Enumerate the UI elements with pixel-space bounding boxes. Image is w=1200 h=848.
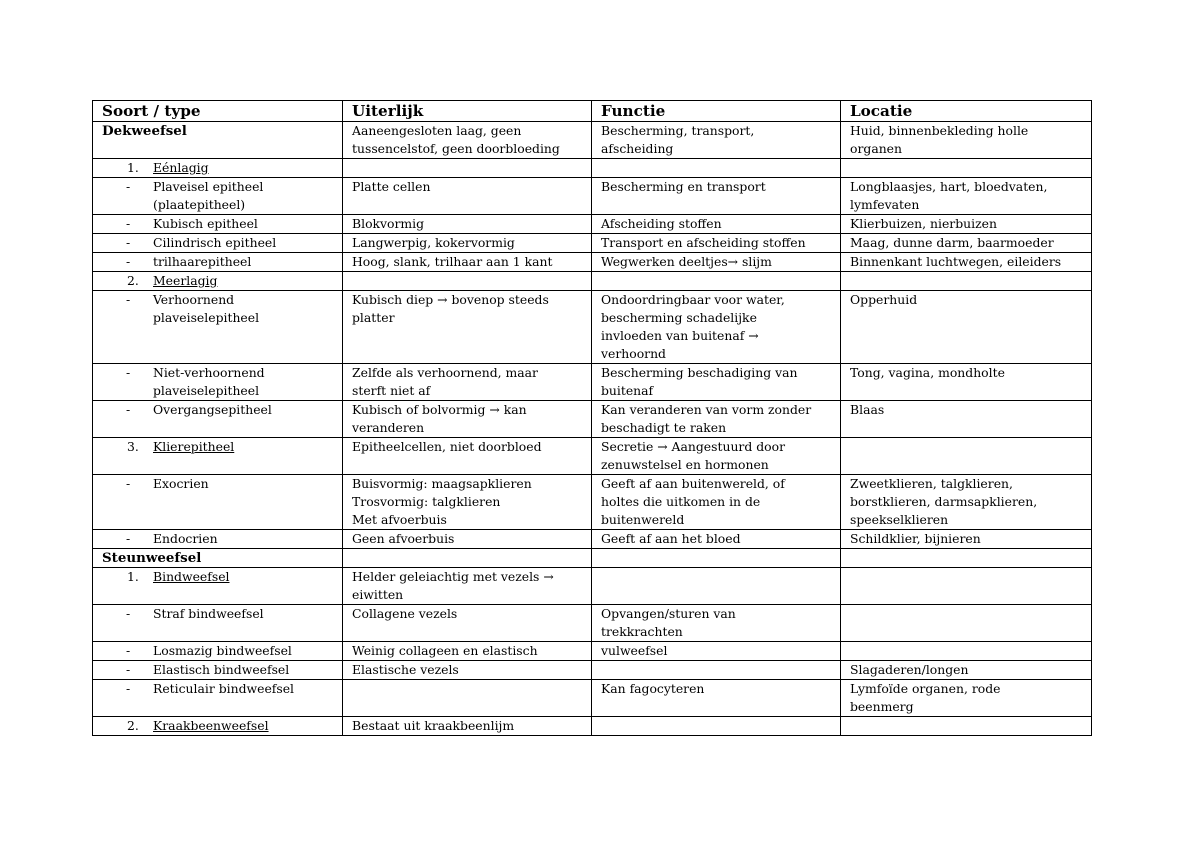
list-item [102, 234, 336, 252]
type-cell [93, 680, 343, 717]
bullet-dash: - [126, 179, 131, 194]
type-cell [93, 661, 343, 680]
bullet-dash: - [126, 643, 131, 658]
type-cell [93, 364, 343, 401]
type-cell [93, 401, 343, 438]
locatie-cell [841, 568, 1092, 605]
locatie-cell: Huid, binnenbekleding holle organen [841, 122, 1092, 159]
uiterlijk-cell [343, 680, 592, 717]
locatie-cell: Blaas [841, 401, 1092, 438]
list-item [102, 159, 336, 177]
uiterlijk-cell: Bestaat uit kraakbeenlijm [343, 717, 592, 736]
locatie-cell: Maag, dunne darm, baarmoeder [841, 234, 1092, 253]
functie-cell [592, 272, 841, 291]
type-cell [93, 642, 343, 661]
list-number: 2. [127, 718, 139, 733]
uiterlijk-cell: Kubisch diep → bovenop steeds platter [343, 291, 592, 364]
section-heading: Dekweefsel [102, 123, 187, 139]
type-cell [93, 549, 343, 568]
type-cell [93, 568, 343, 605]
table-row [93, 530, 1092, 549]
functie-cell: Ondoordringbaar voor water, bescherming schadelijke invloeden van buitenaf → verhoornd [592, 291, 841, 364]
functie-cell: Secretie → Aangestuurd door zenuwstelsel en hormonen [592, 438, 841, 475]
locatie-cell: Longblaasjes, hart, bloedvaten, lymfevaten [841, 178, 1092, 215]
bullet-dash: - [126, 235, 131, 250]
bullet-dash: - [126, 606, 131, 621]
type-cell [93, 234, 343, 253]
uiterlijk-cell: Kubisch of bolvormig → kan veranderen [343, 401, 592, 438]
functie-cell: Kan fagocyteren [592, 680, 841, 717]
uiterlijk-cell: Elastische vezels [343, 661, 592, 680]
list-item [102, 661, 336, 679]
list-item [102, 291, 336, 327]
locatie-cell: Lymfoïde organen, rode beenmerg [841, 680, 1092, 717]
uiterlijk-cell: Zelfde als verhoornend, maar sterft niet af [343, 364, 592, 401]
table-row [93, 661, 1092, 680]
functie-cell [592, 549, 841, 568]
type-label: Verhoornend plaveiselepitheel [153, 292, 260, 325]
bullet-dash: - [126, 292, 131, 307]
type-cell [93, 605, 343, 642]
list-item [102, 438, 336, 456]
document-page [92, 100, 1091, 736]
list-item [102, 401, 336, 419]
table-row [93, 605, 1092, 642]
section-heading: Steunweefsel [102, 550, 202, 566]
header-locatie: Locatie [841, 101, 1092, 122]
table-body [93, 122, 1092, 736]
type-label: Reticulair bindweefsel [153, 681, 295, 696]
table-row [93, 568, 1092, 605]
list-item [102, 605, 336, 623]
header-row [93, 101, 1092, 122]
type-label: Kubisch epitheel [153, 216, 258, 231]
table-row [93, 291, 1092, 364]
locatie-cell [841, 549, 1092, 568]
functie-cell: Transport en afscheiding stoffen [592, 234, 841, 253]
type-cell [93, 159, 343, 178]
table-row [93, 549, 1092, 568]
bullet-dash: - [126, 216, 131, 231]
locatie-cell: Zweetklieren, talgklieren, borstklieren, darmsapklieren, speekselklieren [841, 475, 1092, 530]
locatie-cell: Binnenkant luchtwegen, eileiders [841, 253, 1092, 272]
functie-cell [592, 568, 841, 605]
type-cell [93, 272, 343, 291]
functie-cell: Bescherming beschadiging van buitenaf [592, 364, 841, 401]
locatie-cell: Opperhuid [841, 291, 1092, 364]
type-label: Eénlagig [153, 160, 209, 175]
type-cell [93, 215, 343, 234]
type-label: Straf bindweefsel [153, 606, 264, 621]
functie-cell [592, 159, 841, 178]
type-label: Plaveisel epitheel (plaatepitheel) [153, 179, 264, 212]
type-label: Bindweefsel [153, 569, 230, 584]
list-number: 1. [127, 569, 139, 584]
type-cell [93, 253, 343, 272]
uiterlijk-cell: Collagene vezels [343, 605, 592, 642]
locatie-cell [841, 438, 1092, 475]
bullet-dash: - [126, 254, 131, 269]
type-label: Exocrien [153, 476, 209, 491]
functie-cell: Opvangen/sturen van trekkrachten [592, 605, 841, 642]
type-cell [93, 475, 343, 530]
locatie-cell [841, 717, 1092, 736]
list-item [102, 178, 336, 214]
uiterlijk-cell: Aaneengesloten laag, geen tussencelstof, geen doorbloeding [343, 122, 592, 159]
functie-cell: Geeft af aan het bloed [592, 530, 841, 549]
header-functie: Functie [592, 101, 841, 122]
bullet-dash: - [126, 662, 131, 677]
type-label: Meerlagig [153, 273, 218, 288]
list-item [102, 253, 336, 271]
table-row [93, 272, 1092, 291]
bullet-dash: - [126, 402, 131, 417]
functie-cell: Wegwerken deeltjes→ slijm [592, 253, 841, 272]
functie-cell: Geeft af aan buitenwereld, of holtes die uitkomen in de buitenwereld [592, 475, 841, 530]
type-cell [93, 122, 343, 159]
list-item [102, 530, 336, 548]
uiterlijk-cell: Epitheelcellen, niet doorbloed [343, 438, 592, 475]
uiterlijk-cell: Langwerpig, kokervormig [343, 234, 592, 253]
locatie-cell [841, 605, 1092, 642]
locatie-cell [841, 642, 1092, 661]
type-label: Elastisch bindweefsel [153, 662, 290, 677]
locatie-cell: Tong, vagina, mondholte [841, 364, 1092, 401]
list-item [102, 215, 336, 233]
type-label: Losmazig bindweefsel [153, 643, 292, 658]
functie-cell: vulweefsel [592, 642, 841, 661]
functie-cell [592, 661, 841, 680]
uiterlijk-cell: Helder geleiachtig met vezels → eiwitten [343, 568, 592, 605]
functie-cell [592, 717, 841, 736]
table-row [93, 642, 1092, 661]
list-item [102, 272, 336, 290]
type-cell [93, 438, 343, 475]
type-cell [93, 717, 343, 736]
uiterlijk-cell: Geen afvoerbuis [343, 530, 592, 549]
functie-cell: Afscheiding stoffen [592, 215, 841, 234]
list-number: 2. [127, 273, 139, 288]
bullet-dash: - [126, 681, 131, 696]
type-label: Overgangsepitheel [153, 402, 272, 417]
list-item [102, 717, 336, 735]
type-label: Cilindrisch epitheel [153, 235, 277, 250]
list-item [102, 568, 336, 586]
type-label: Klierepitheel [153, 439, 235, 454]
table-row [93, 253, 1092, 272]
table-row [93, 159, 1092, 178]
type-cell [93, 530, 343, 549]
table-header [93, 101, 1092, 122]
uiterlijk-cell [343, 159, 592, 178]
table-row [93, 234, 1092, 253]
list-number: 1. [127, 160, 139, 175]
uiterlijk-cell [343, 549, 592, 568]
table-row [93, 178, 1092, 215]
locatie-cell [841, 272, 1092, 291]
bullet-dash: - [126, 531, 131, 546]
locatie-cell: Schildklier, bijnieren [841, 530, 1092, 549]
type-cell [93, 178, 343, 215]
list-number: 3. [127, 439, 139, 454]
header-uiterlijk: Uiterlijk [343, 101, 592, 122]
type-cell [93, 291, 343, 364]
table-row [93, 215, 1092, 234]
table-row [93, 401, 1092, 438]
type-label: Kraakbeenweefsel [153, 718, 269, 733]
uiterlijk-cell: Platte cellen [343, 178, 592, 215]
uiterlijk-cell [343, 272, 592, 291]
uiterlijk-cell: Weinig collageen en elastisch [343, 642, 592, 661]
list-item [102, 642, 336, 660]
uiterlijk-cell: Buisvormig: maagsapklieren Trosvormig: talgklieren Met afvoerbuis [343, 475, 592, 530]
table-row [93, 122, 1092, 159]
table-row [93, 475, 1092, 530]
locatie-cell: Slagaderen/longen [841, 661, 1092, 680]
tissue-table [92, 100, 1092, 736]
locatie-cell [841, 159, 1092, 178]
type-label: trilhaarepitheel [153, 254, 252, 269]
bullet-dash: - [126, 365, 131, 380]
functie-cell: Bescherming en transport [592, 178, 841, 215]
header-soort-type: Soort / type [93, 101, 343, 122]
uiterlijk-cell: Hoog, slank, trilhaar aan 1 kant [343, 253, 592, 272]
type-label: Endocrien [153, 531, 218, 546]
table-row [93, 438, 1092, 475]
table-row [93, 717, 1092, 736]
bullet-dash: - [126, 476, 131, 491]
functie-cell: Bescherming, transport, afscheiding [592, 122, 841, 159]
list-item [102, 680, 336, 698]
list-item [102, 364, 336, 400]
locatie-cell: Klierbuizen, nierbuizen [841, 215, 1092, 234]
table-row [93, 680, 1092, 717]
list-item [102, 475, 336, 493]
functie-cell: Kan veranderen van vorm zonder beschadigt te raken [592, 401, 841, 438]
type-label: Niet-verhoornend plaveiselepitheel [153, 365, 265, 398]
table-row [93, 364, 1092, 401]
uiterlijk-cell: Blokvormig [343, 215, 592, 234]
